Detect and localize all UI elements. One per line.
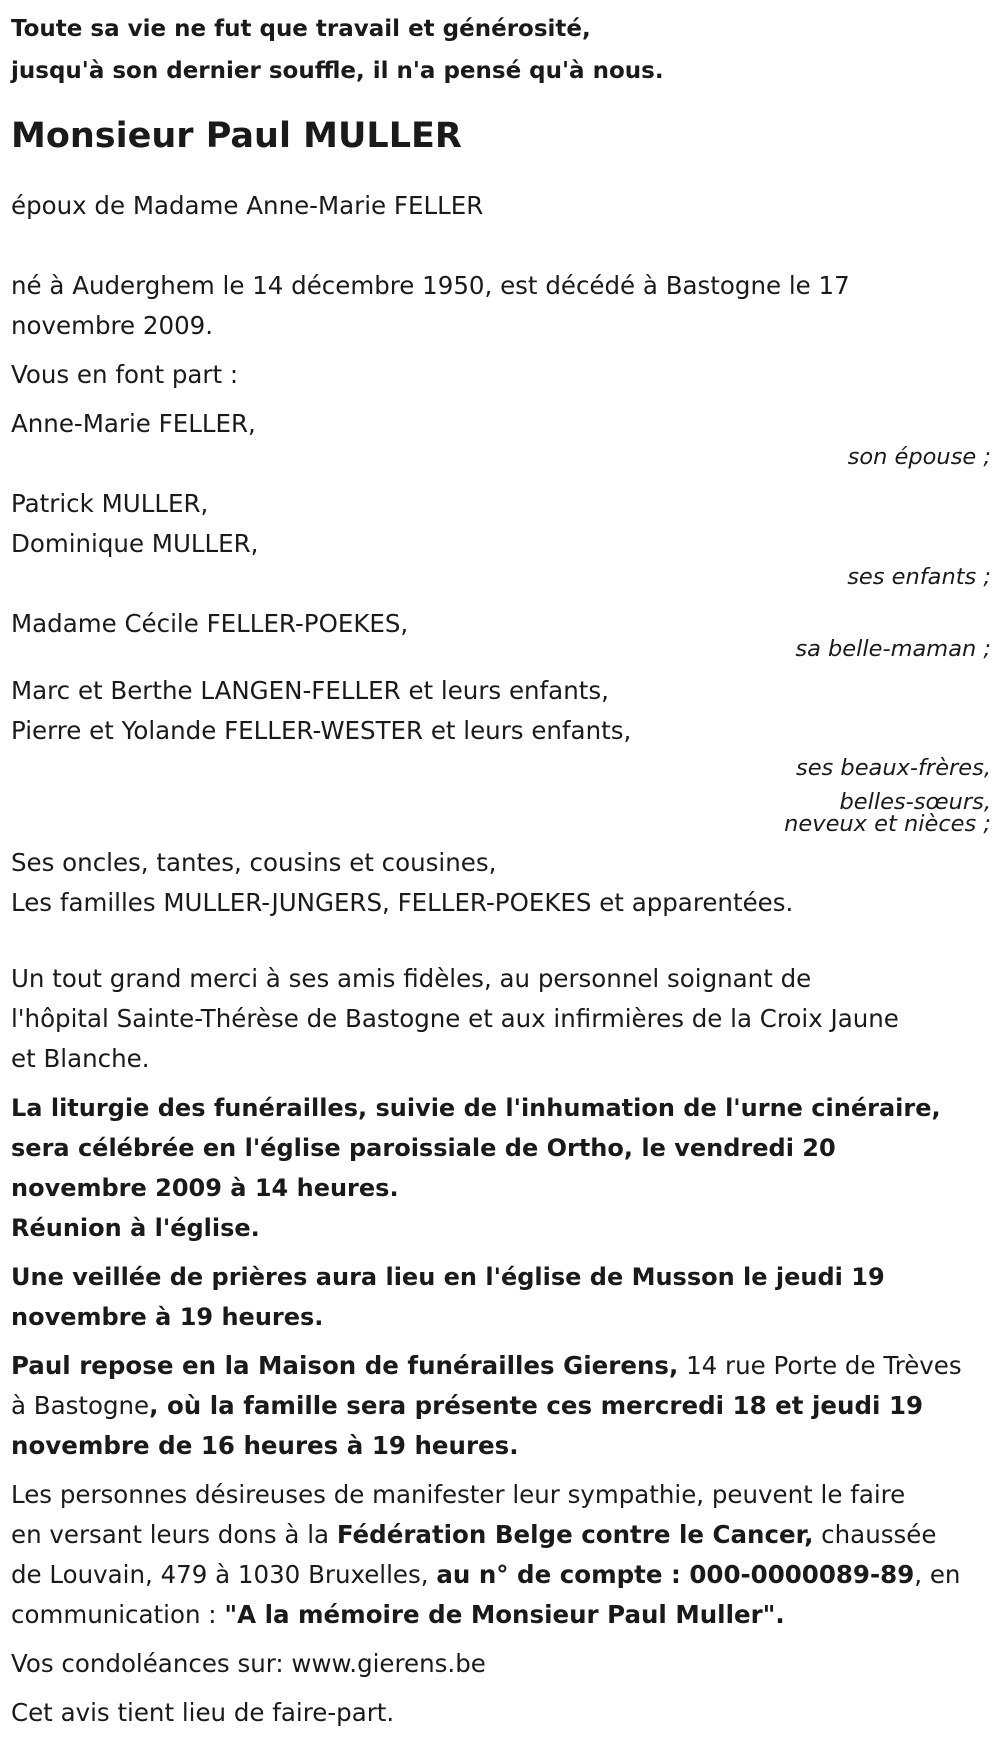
rest-address: 14 rue Porte de Trèves bbox=[678, 1351, 962, 1380]
donation-en: , en bbox=[914, 1560, 961, 1589]
rest-line-1 bbox=[11, 1346, 991, 1386]
family-siblings-relation-2: belles-sœurs, bbox=[839, 789, 991, 815]
epigraph-line-1: Toute sa vie ne fut que travail et générosité, bbox=[11, 16, 591, 42]
epigraph-line-2: jusqu'à son dernier souffle, il n'a pensé qu'à nous. bbox=[11, 58, 664, 84]
thanks-block bbox=[11, 959, 991, 1079]
donation-federation: Fédération Belge contre le Cancer, bbox=[336, 1520, 814, 1549]
birth-death-line-2: novembre 2009. bbox=[11, 311, 214, 340]
donation-text: en versant leurs dons à la bbox=[11, 1520, 337, 1549]
donation-line-2 bbox=[11, 1515, 991, 1555]
donation-street: chaussée bbox=[813, 1520, 937, 1549]
donation-address: de Louvain, 479 à 1030 Bruxelles, bbox=[11, 1560, 437, 1589]
family-child-2: Dominique MULLER, bbox=[11, 529, 259, 558]
donation-communication-label: communication : bbox=[11, 1600, 225, 1629]
donation-line-1: Les personnes désireuses de manifester leur sympathie, peuvent le faire bbox=[11, 1480, 906, 1509]
liturgy-line-1: La liturgie des funérailles, suivie de l'inhumation de l'urne cinéraire, bbox=[11, 1094, 941, 1122]
condolences-line: Vos condoléances sur: www.gierens.be bbox=[11, 1649, 486, 1678]
family-sibling-2: Pierre et Yolande FELLER-WESTER et leurs enfants, bbox=[11, 716, 632, 745]
vigil-line-1: Une veillée de prières aura lieu en l'église de Musson le jeudi 19 bbox=[11, 1263, 885, 1291]
family-siblings-relation-1: ses beaux-frères, bbox=[795, 755, 991, 781]
liturgy-block bbox=[11, 1088, 991, 1208]
rest-line-3: novembre de 16 heures à 19 heures. bbox=[11, 1431, 519, 1460]
family-others-1: Ses oncles, tantes, cousins et cousines, bbox=[11, 848, 497, 877]
rest-line-2 bbox=[11, 1386, 991, 1426]
donation-block bbox=[11, 1475, 991, 1635]
donation-account: au n° de compte : 000-0000089-89 bbox=[436, 1560, 915, 1589]
family-siblings-relation-3: neveux et nièces ; bbox=[784, 811, 991, 837]
vigil-block bbox=[11, 1257, 991, 1337]
family-spouse-relation: son épouse ; bbox=[847, 444, 991, 470]
thanks-line-3: et Blanche. bbox=[11, 1044, 150, 1073]
donation-line-4 bbox=[11, 1595, 991, 1635]
family-spouse-name: Anne-Marie FELLER, bbox=[11, 409, 256, 438]
family-others-2: Les familles MULLER-JUNGERS, FELLER-POEKES et apparentées. bbox=[11, 888, 794, 917]
obituary-content bbox=[11, 8, 991, 1733]
thanks-line-2: l'hôpital Sainte-Thérèse de Bastogne et aux infirmières de la Croix Jaune bbox=[11, 1004, 899, 1033]
family-mother-in-law: Madame Cécile FELLER-POEKES, bbox=[11, 609, 409, 638]
birth-death-block bbox=[11, 266, 991, 346]
meeting-line: Réunion à l'église. bbox=[11, 1214, 260, 1242]
closing-line: Cet avis tient lieu de faire-part. bbox=[11, 1698, 395, 1727]
birth-death-line-1: né à Auderghem le 14 décembre 1950, est décédé à Bastogne le 17 bbox=[11, 271, 850, 300]
rest-presence-bold: , où la famille sera présente ces mercredi 18 et jeudi 19 bbox=[149, 1391, 924, 1420]
family-children-relation: ses enfants ; bbox=[847, 564, 991, 590]
liturgy-line-2: sera célébrée en l'église paroissiale de Ortho, le vendredi 20 bbox=[11, 1134, 836, 1162]
rest-block bbox=[11, 1346, 991, 1466]
family-sibling-1: Marc et Berthe LANGEN-FELLER et leurs enfants, bbox=[11, 676, 609, 705]
spouse-line: époux de Madame Anne-Marie FELLER bbox=[11, 191, 484, 220]
family-mother-in-law-relation: sa belle-maman ; bbox=[795, 636, 991, 662]
thanks-line-1: Un tout grand merci à ses amis fidèles, au personnel soignant de bbox=[11, 964, 812, 993]
liturgy-line-3: novembre 2009 à 14 heures. bbox=[11, 1174, 399, 1202]
rest-city: à Bastogne bbox=[11, 1391, 150, 1420]
rest-place-bold: Paul repose en la Maison de funérailles Gierens, bbox=[11, 1351, 679, 1380]
deceased-name: Monsieur Paul MULLER bbox=[11, 116, 462, 156]
donation-communication: "A la mémoire de Monsieur Paul Muller". bbox=[224, 1600, 785, 1629]
intro-line: Vous en font part : bbox=[11, 360, 239, 389]
vigil-line-2: novembre à 19 heures. bbox=[11, 1303, 324, 1331]
donation-line-3 bbox=[11, 1555, 991, 1595]
family-child-1: Patrick MULLER, bbox=[11, 489, 209, 518]
